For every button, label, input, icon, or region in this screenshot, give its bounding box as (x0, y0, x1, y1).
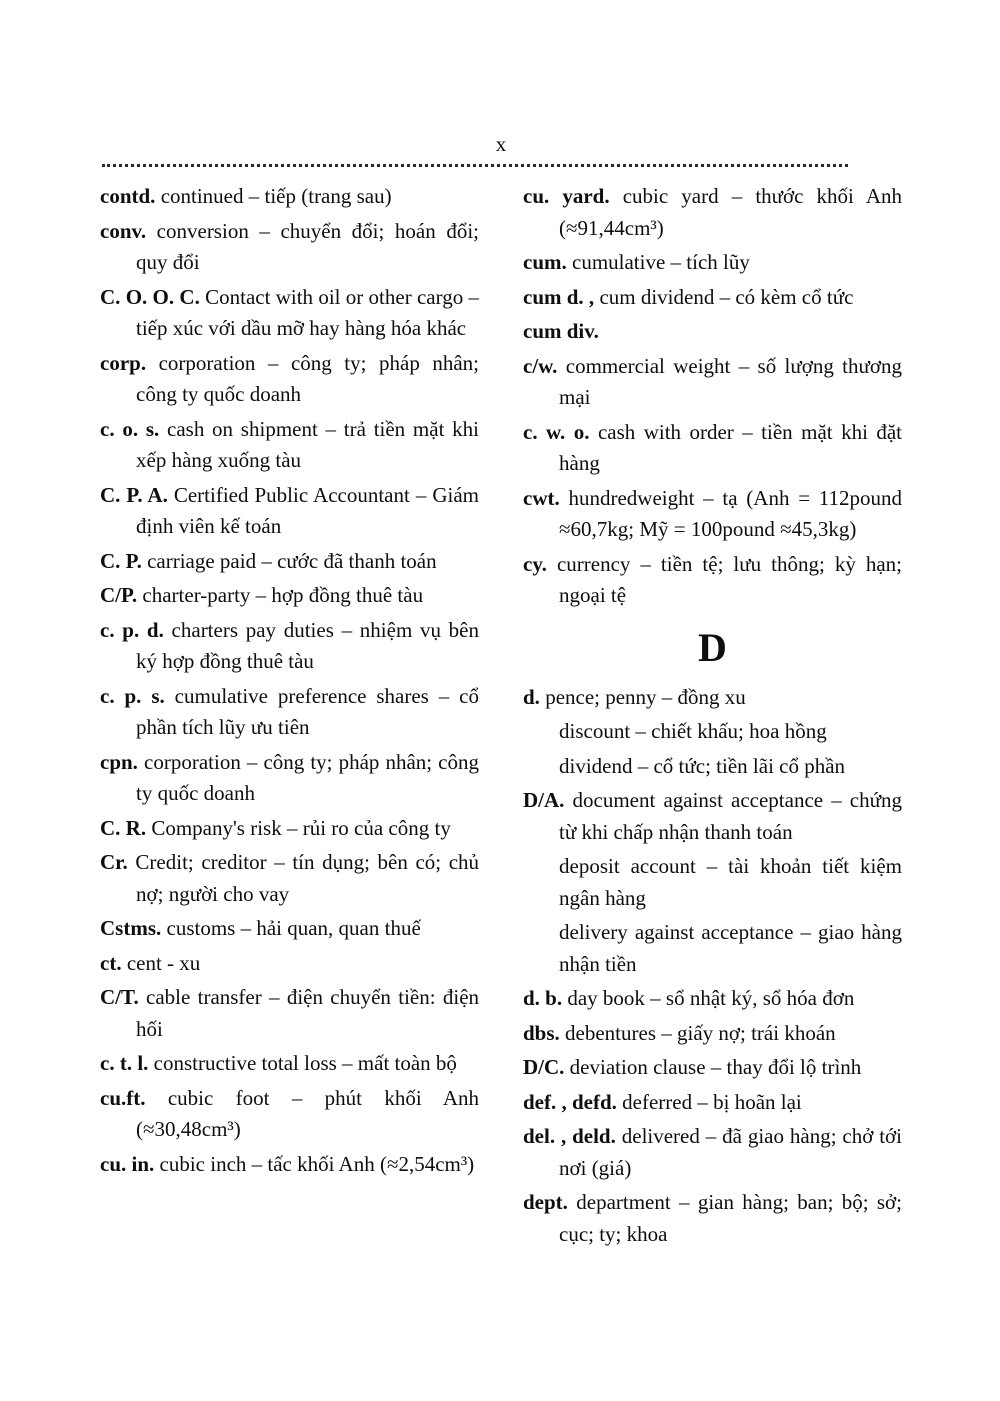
entry-abbreviation: c. p. d. (100, 617, 164, 642)
entry-definition: Contact with oil or other cargo – tiếp xúc với dầu mỡ hay hàng hóa khác (136, 284, 480, 340)
entry-definition: cum dividend – có kèm cổ tức (599, 284, 854, 309)
entry-definition: cumulative – tích lũy (572, 250, 750, 274)
dictionary-entry (523, 1121, 902, 1184)
entry-definition: corporation – công ty; pháp nhân; công ty quốc doanh (136, 749, 480, 805)
dictionary-entry (523, 1087, 902, 1119)
dictionary-entry (100, 1149, 479, 1181)
entry-definition: discount – chiết khấu; hoa hồng (559, 719, 827, 743)
entry-definition: Company's risk – rủi ro của công ty (151, 815, 451, 840)
entry-abbreviation: D/C. (523, 1055, 565, 1079)
dictionary-entry (100, 181, 479, 213)
two-column-layout (100, 181, 902, 1253)
entry-abbreviation: cu. yard. (523, 184, 610, 208)
left-column (100, 181, 479, 1183)
dictionary-entry (100, 1048, 479, 1080)
entry-definition: customs – hải quan, quan thuế (166, 916, 421, 940)
page-number: x (495, 132, 507, 156)
entry-definition: deposit account – tài khoản tiết kiệm ngân hàng (559, 854, 902, 910)
entry-abbreviation: def. , defd. (523, 1089, 617, 1114)
dictionary-entry (523, 751, 902, 783)
entry-definition: delivered – đã giao hàng; chở tới nơi (giá) (559, 1124, 902, 1180)
dictionary-entry (100, 282, 479, 345)
dictionary-entry (523, 247, 902, 279)
dictionary-entry (523, 1187, 902, 1250)
dictionary-entry (100, 348, 479, 411)
dictionary-entry (523, 917, 902, 980)
entry-abbreviation: del. , deld. (523, 1124, 616, 1148)
dictionary-entry (100, 913, 479, 945)
dictionary-entry (523, 282, 902, 314)
entry-definition: Certified Public Accountant – Giám định viên kế toán (136, 482, 479, 538)
entry-abbreviation: cpn. (100, 749, 138, 774)
entry-abbreviation: corp. (100, 350, 147, 375)
entry-abbreviation: Cr. (100, 850, 128, 874)
entry-abbreviation: cu. in. (100, 1151, 155, 1176)
dictionary-entry (523, 851, 902, 914)
dictionary-entry (523, 417, 902, 480)
entry-definition: delivery against acceptance – giao hàng nhận tiền (559, 920, 902, 976)
entry-abbreviation: C/P. (100, 583, 138, 607)
dictionary-entry (100, 948, 479, 980)
entry-abbreviation: c. w. o. (523, 419, 590, 444)
entry-definition: cash with order – tiền mặt khi đặt hàng (559, 419, 903, 475)
entry-definition: dividend – cổ tức; tiền lãi cổ phần (559, 753, 846, 778)
entry-abbreviation: cum div. (523, 319, 599, 343)
dictionary-entry (100, 615, 479, 678)
dictionary-entry (100, 1083, 479, 1146)
entry-definition: cable transfer – điện chuyển tiền: điện hối (136, 985, 480, 1041)
entry-abbreviation: cum d. , (523, 284, 595, 309)
dictionary-entry (523, 983, 902, 1015)
entry-definition: conversion – chuyển đổi; hoán đổi; quy đổi (136, 218, 479, 274)
entry-abbreviation: dept. (523, 1190, 568, 1214)
entry-abbreviation: C. O. O. C. (100, 284, 200, 309)
entry-definition: cubic inch – tấc khối Anh (≈2,54cm³) (159, 1151, 475, 1176)
dictionary-entry (100, 480, 479, 543)
dictionary-entry (100, 847, 479, 910)
dictionary-entry (523, 549, 902, 612)
entry-definition: charters pay duties – nhiệm vụ bên ký hợp đồng thuê tàu (136, 617, 480, 673)
entry-abbreviation: C. P. A. (100, 482, 168, 507)
entry-definition: deferred – bị hoãn lại (622, 1089, 802, 1114)
entry-definition: cumulative preference shares – cổ phần tích lũy ưu tiên (136, 683, 479, 739)
dictionary-entry (523, 785, 902, 848)
entry-abbreviation: cy. (523, 551, 547, 576)
entry-abbreviation: conv. (100, 218, 147, 243)
entry-abbreviation: c. o. s. (100, 416, 160, 441)
section-letter-heading: D (698, 624, 727, 670)
dictionary-entry (523, 682, 902, 714)
entry-definition: constructive total loss – mất toàn bộ (153, 1051, 457, 1075)
dictionary-entry (100, 580, 479, 612)
entry-abbreviation: cwt. (523, 485, 560, 510)
entry-abbreviation: contd. (100, 184, 156, 208)
entry-abbreviation: ct. (100, 950, 122, 975)
dictionary-entry (523, 316, 902, 348)
dictionary-entry (100, 982, 479, 1045)
entry-definition: commercial weight – số lượng thương mại (559, 353, 903, 409)
entry-abbreviation: d. (523, 684, 540, 709)
dictionary-entry (523, 716, 902, 748)
dictionary-entry (100, 216, 479, 279)
entry-abbreviation: cu.ft. (100, 1085, 146, 1110)
entry-definition: debentures – giấy nợ; trái khoán (565, 1020, 836, 1045)
dictionary-entry (523, 1018, 902, 1050)
entry-abbreviation: C. R. (100, 815, 147, 840)
entry-abbreviation: Cstms. (100, 916, 162, 940)
dictionary-entry (523, 483, 902, 546)
dictionary-entry (100, 681, 479, 744)
entry-definition: department – gian hàng; ban; bộ; sở; cục; ty; khoa (559, 1190, 902, 1246)
entry-definition: charter-party – hợp đồng thuê tàu (142, 583, 424, 607)
entry-definition: hundredweight – tạ (Anh = 112pound ≈60,7kg; Mỹ = 100pound ≈45,3kg) (559, 485, 902, 541)
dotted-divider (102, 164, 848, 167)
dictionary-entry (100, 747, 479, 810)
entry-abbreviation: c. t. l. (100, 1051, 149, 1075)
entry-definition: cent - xu (126, 950, 201, 975)
dictionary-entry (100, 813, 479, 845)
entry-definition: Credit; creditor – tín dụng; bên có; chủ nợ; người cho vay (135, 850, 480, 906)
entry-definition: carriage paid – cước đã thanh toán (147, 548, 437, 573)
entry-definition: cash on shipment – trả tiền mặt khi xếp hàng xuống tàu (136, 416, 480, 472)
entry-definition: currency – tiền tệ; lưu thông; kỳ hạn; ngoại tệ (556, 551, 903, 607)
entry-definition: cubic foot – phút khối Anh (≈30,48cm³) (136, 1085, 480, 1141)
entry-definition: deviation clause – thay đổi lộ trình (569, 1055, 862, 1079)
entry-abbreviation: C. P. (100, 548, 142, 573)
entry-definition: day book – sổ nhật ký, sổ hóa đơn (567, 986, 855, 1010)
entry-definition: cubic yard – thước khối Anh (≈91,44cm³) (559, 184, 903, 240)
dictionary-entry (100, 546, 479, 578)
dictionary-entry (523, 351, 902, 414)
entry-abbreviation: D/A. (523, 788, 565, 812)
entry-definition: document against acceptance – chứng từ khi chấp nhận thanh toán (559, 788, 903, 844)
entry-definition: corporation – công ty; pháp nhân; công ty quốc doanh (136, 350, 480, 406)
entry-abbreviation: cum. (523, 250, 567, 274)
entry-definition: continued – tiếp (trang sau) (160, 184, 392, 208)
entry-abbreviation: d. b. (523, 986, 563, 1010)
entry-abbreviation: c/w. (523, 353, 558, 378)
entry-abbreviation: dbs. (523, 1020, 560, 1045)
dictionary-entry (523, 1052, 902, 1084)
entry-abbreviation: C/T. (100, 985, 139, 1009)
dictionary-entry (523, 181, 902, 244)
dictionary-entry (100, 414, 479, 477)
entry-definition: pence; penny – đồng xu (545, 684, 746, 709)
entry-abbreviation: c. p. s. (100, 683, 165, 708)
right-column (523, 181, 902, 1253)
